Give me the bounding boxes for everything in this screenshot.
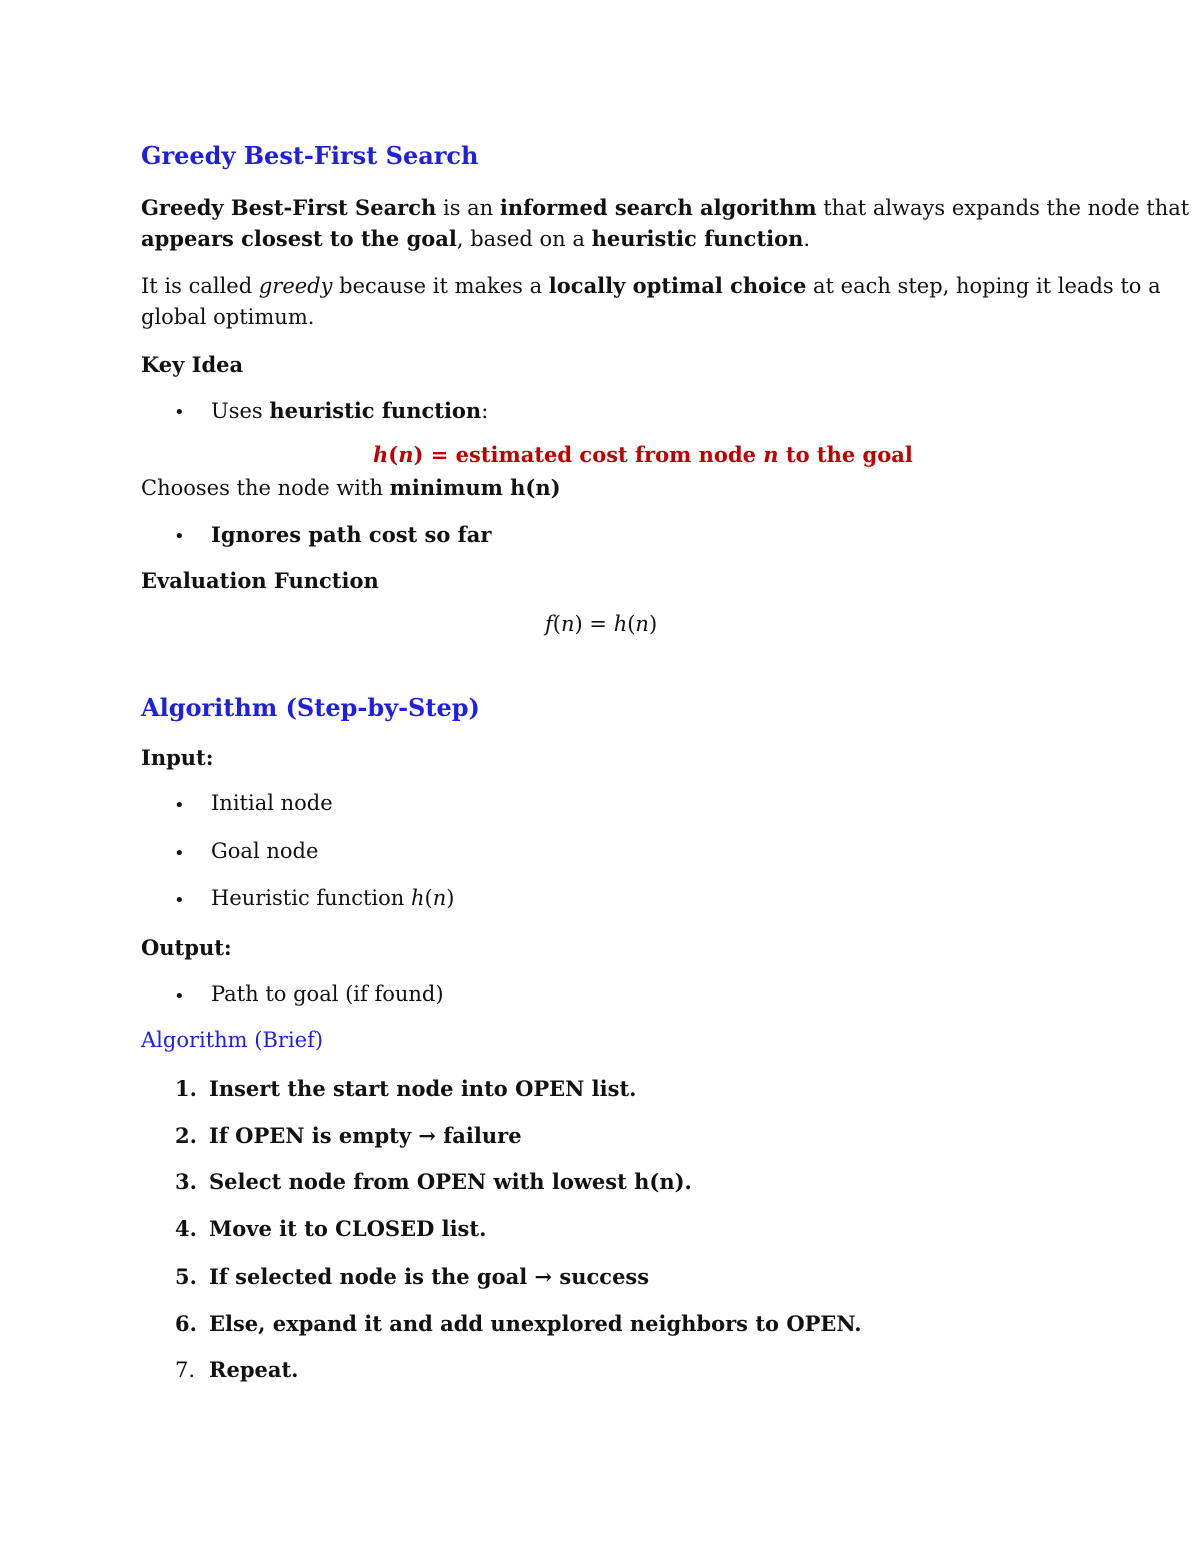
step-text: Insert the start node into OPEN list. [209,1076,637,1101]
formula-text: = estimated cost from node [430,442,764,467]
list-item-path-to-goal: Path to goal (if found) [211,982,444,1006]
step-text: Repeat. [209,1357,299,1382]
text: is an [436,196,500,220]
text: . [803,227,811,251]
step-item-4 [175,1216,486,1241]
list-item-initial-node: Initial node [211,791,333,815]
text: Chooses the node with [141,476,390,500]
text: because it makes a [332,274,549,298]
step-number: 3. [175,1169,197,1194]
bullet-icon: • [174,526,185,547]
list-item-uses-heuristic [211,398,488,424]
chooses-node-line [141,475,561,501]
bold-term: heuristic function [269,398,482,423]
step-text: If OPEN is empty → failure [209,1123,522,1148]
step-item-3 [175,1169,692,1194]
text: that always expands the node that [816,196,1190,220]
text: Uses [211,399,270,423]
input-title: Input: [141,745,214,770]
math-n: n [763,442,779,467]
evaluation-formula: f(n) = h(n) [545,612,658,636]
text: Heuristic function [211,886,411,910]
bullet-icon: • [174,890,185,911]
bold-term: minimum h(n) [389,475,561,500]
heading-algorithm-brief: Algorithm (Brief) [141,1028,324,1052]
step-number: 6. [175,1311,197,1336]
math-n: n [635,612,649,636]
evaluation-function-title: Evaluation Function [141,568,379,593]
bold-term: locally optimal choice [548,273,807,298]
bullet-icon: • [174,795,185,816]
intro-paragraph-line1 [141,195,1189,221]
text: : [481,399,489,423]
math-n: n [560,612,575,636]
math-h: h [410,886,425,910]
math-n: n [432,886,447,910]
step-number: 2. [175,1123,197,1148]
step-item-7 [175,1357,298,1383]
text: , based on a [456,227,592,251]
step-text: Select node from OPEN with lowest h(n). [209,1169,692,1194]
list-item-goal-node: Goal node [211,839,319,863]
bullet-icon: • [174,986,185,1007]
step-text: Else, expand it and add unexplored neighbors to OPEN. [209,1311,862,1336]
step-item-1 [175,1076,636,1101]
bold-term: appears closest to the goal [141,226,457,251]
italic-term: greedy [258,274,333,298]
bullet-icon: • [174,843,185,864]
step-text: If selected node is the goal → success [209,1264,650,1289]
step-item-5 [175,1264,649,1289]
formula-text: to the goal [778,442,913,467]
heading-algorithm-step-by-step: Algorithm (Step-by-Step) [141,693,480,722]
list-item-heuristic-function: Heuristic function h(n) [211,886,455,910]
step-number: 7. [175,1358,196,1382]
bold-term: informed search algorithm [499,195,817,220]
step-number: 5. [175,1264,197,1289]
bullet-icon: • [174,402,185,423]
bold-term: heuristic function [591,226,804,251]
math-equals: = [589,612,607,636]
math-n: n [398,442,414,467]
greedy-paragraph-line2: global optimum. [141,305,315,329]
step-number: 1. [175,1076,197,1101]
output-title: Output: [141,935,232,960]
step-item-6 [175,1311,862,1336]
math-h: h [613,612,628,636]
step-text: Move it to CLOSED list. [209,1216,487,1241]
greedy-paragraph-line1 [141,273,1161,299]
step-item-2 [175,1123,522,1148]
step-number: 4. [175,1216,197,1241]
math-h: h [373,442,389,467]
list-item-ignores-path-cost: Ignores path cost so far [211,522,492,547]
math-f: f [545,612,553,636]
bold-term: Greedy Best-First Search [141,195,437,220]
intro-paragraph-line2 [141,226,810,252]
text: It is called [141,274,259,298]
heading-greedy-best-first-search: Greedy Best-First Search [141,141,479,170]
text: at each step, hoping it leads to a [806,274,1161,298]
key-idea-title: Key Idea [141,352,244,377]
heuristic-formula: h(n) = estimated cost from node n to the goal [373,442,913,467]
